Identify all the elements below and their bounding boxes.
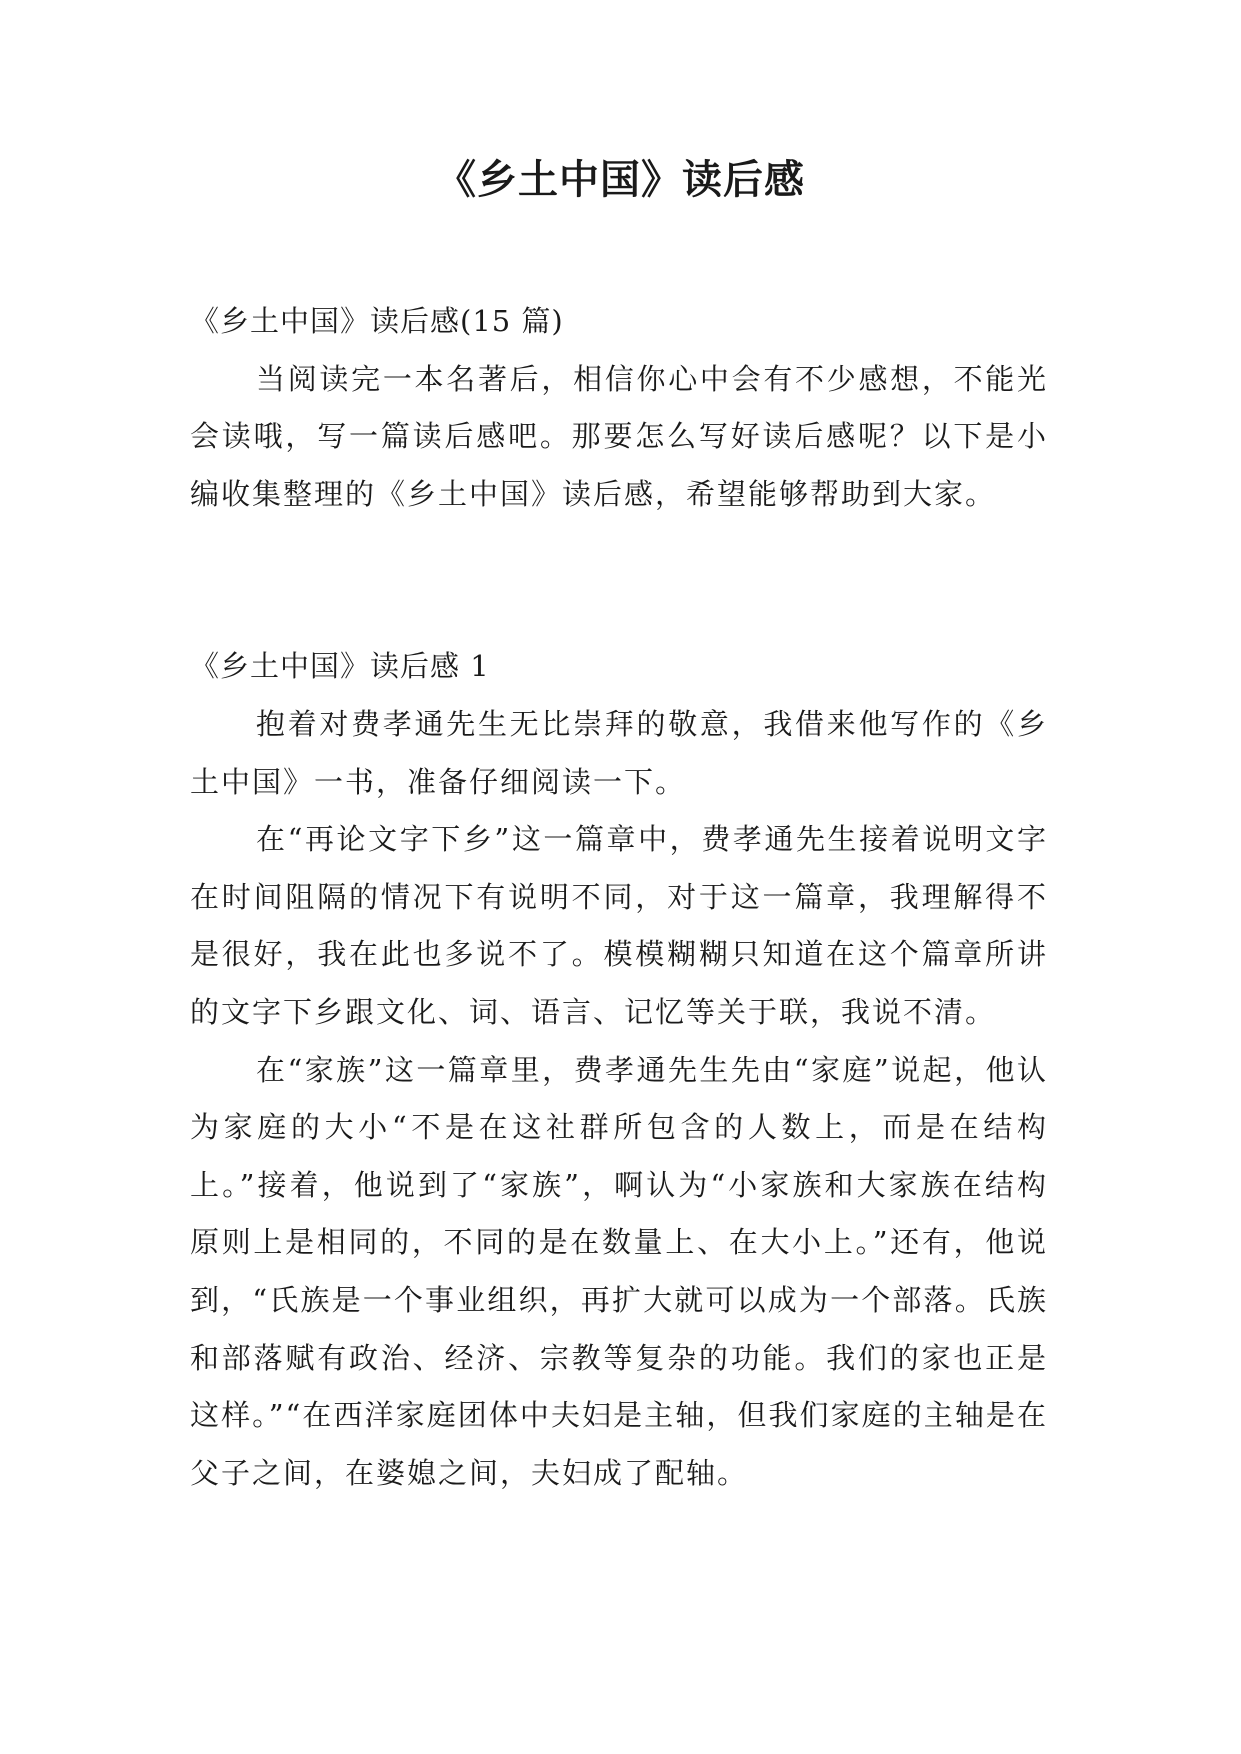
section1-paragraph-2: 在“再论文字下乡”这一篇章中，费孝通先生接着说明文字在时间阻隔的情况下有说明不同，对于这一篇章，我理解得不是很好，我在此也多说不了。模模糊糊只知道在这个篇章所讲的文字下乡跟文化、词、语言、记忆等关于联，我说不清。	[190, 822, 1048, 1029]
intro-paragraph: 当阅读完一本名著后，相信你心中会有不少感想，不能光会读哦，写一篇读后感吧。那要怎么写好读后感呢？以下是小编收集整理的《乡土中国》读后感，希望能够帮助到大家。	[190, 361, 1048, 511]
section1-paragraph-3: 在“家族”这一篇章里，费孝通先生先由“家庭”说起，他认为家庭的大小“不是在这社群所包含的人数上，而是在结构上。”接着，他说到了“家族”，啊认为“小家族和大家族在结构原则上是相同的，不同的是在数量上、在大小上。”还有，他说到，“氏族是一个事业组织，再扩大就可以成为一个部落。氏族和部落赋有政治、经济、宗教等复杂的功能。我们的家也正是这样。”“在西洋家庭团体中夫妇是主轴，但我们家庭的主轴是在父子之间，在婆媳之间，夫妇成了配轴。	[190, 1052, 1048, 1490]
document-title: 《乡土中国》读后感	[436, 157, 805, 203]
section1-paragraph-1: 抱着对费孝通先生无比崇拜的敬意，我借来他写作的《乡土中国》一书，准备仔细阅读一下。	[190, 706, 1048, 799]
intro-heading: 《乡土中国》读后感(15 篇)	[190, 304, 564, 338]
section1-heading: 《乡土中国》读后感 1	[190, 649, 490, 684]
section-spacer	[190, 523, 1048, 638]
document-body	[190, 293, 1048, 1502]
